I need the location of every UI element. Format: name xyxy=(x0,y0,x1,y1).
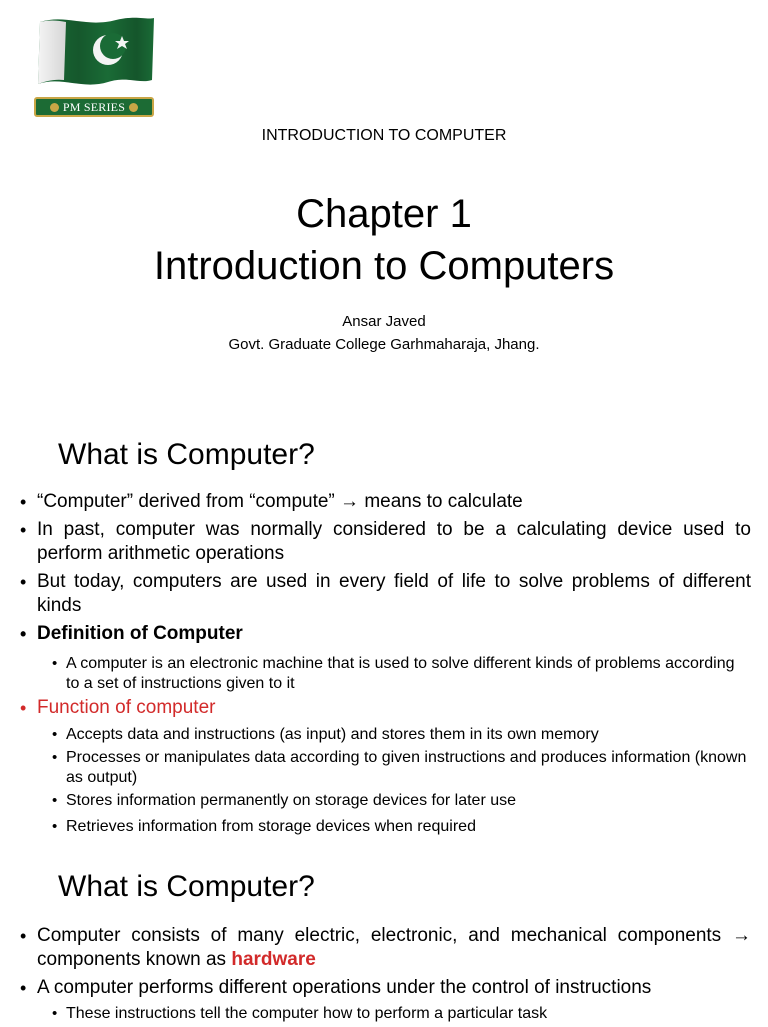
instruction-subitem: • These instructions tell the computer how to perform a particular task xyxy=(20,1004,751,1024)
function-item: • Retrieves information from storage devices when required xyxy=(20,817,751,837)
slide2-heading: What is Computer? xyxy=(58,870,315,903)
author-name: Ansar Javed xyxy=(342,313,426,330)
slide1-heading: What is Computer? xyxy=(58,438,315,471)
list-item xyxy=(20,924,751,972)
author-block xyxy=(0,310,768,356)
definition-text: • A computer is an electronic machine that is used to solve different kinds of problems according to a set of instructions given to it xyxy=(20,654,751,694)
definition-heading: • Definition of Computer xyxy=(20,622,751,646)
badge-left-emblem-icon xyxy=(50,103,59,112)
hardware-bullet-text: Computer consists of many electric, electronic, and mechanical components → components known as xyxy=(37,925,751,970)
slide1-content xyxy=(20,490,751,840)
badge-right-emblem-icon xyxy=(129,103,138,112)
flag-icon xyxy=(36,14,156,88)
slide2-content xyxy=(20,924,751,1027)
chapter-number: Chapter 1 xyxy=(296,192,472,236)
pakistan-flag-logo xyxy=(36,14,156,88)
function-item: • Stores information permanently on storage devices for later use xyxy=(20,791,751,811)
list-item: • A computer performs different operations under the control of instructions xyxy=(20,976,751,1000)
list-item: • In past, computer was normally considered to be a calculating device used to perform arithmetic operations xyxy=(20,518,751,566)
hardware-term: hardware xyxy=(231,949,316,970)
function-item: • Accepts data and instructions (as input) and stores them in its own memory xyxy=(20,725,751,745)
author-institution: Govt. Graduate College Garhmaharaja, Jhang. xyxy=(228,336,540,353)
badge-text: PM SERIES xyxy=(62,100,126,114)
function-heading: • Function of computer xyxy=(20,696,751,720)
chapter-subtitle: Introduction to Computers xyxy=(153,244,615,288)
pm-series-badge xyxy=(34,97,154,117)
function-item: • Processes or manipulates data according to given instructions and produces information (known as output) xyxy=(20,748,751,788)
list-item: • “Computer” derived from “compute” → means to calculate xyxy=(20,490,751,514)
document-header-title: INTRODUCTION TO COMPUTER xyxy=(261,127,507,144)
chapter-title xyxy=(0,188,768,292)
list-item: • But today, computers are used in every field of life to solve problems of different kinds xyxy=(20,570,751,618)
